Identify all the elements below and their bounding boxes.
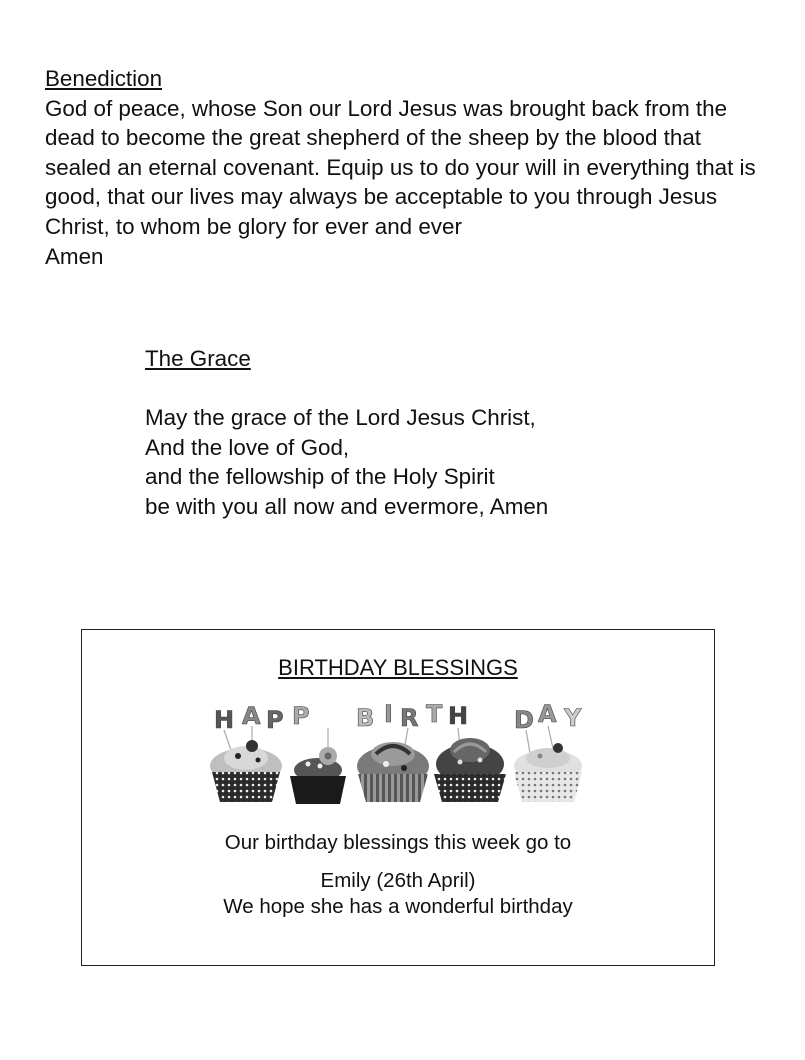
cupcake (434, 738, 506, 802)
cupcake (290, 747, 346, 804)
candle-letters (214, 700, 582, 734)
cupcake (357, 742, 429, 802)
candle-letter: T (426, 700, 443, 728)
candle-letter: H (214, 706, 235, 734)
benediction-heading: Benediction (45, 66, 163, 91)
candle-letter: A (538, 700, 557, 728)
birthday-message (82, 830, 714, 920)
happy-birthday-cupcakes-image (208, 698, 588, 808)
candle-letter: P (292, 702, 310, 730)
candle-letter: A (242, 702, 261, 730)
birthday-blessings-box (81, 629, 715, 966)
candle-letter: Y (564, 704, 582, 732)
grace-line: May the grace of the Lord Jesus Christ, (145, 405, 536, 431)
benediction-text: God of peace, whose Son our Lord Jesus was brought back from the dead to become the great shepherd of the sheep by the blood that sealed an eternal covenant. Equip us to do your will in everything that is good, that our lives may always be acceptable to you through Jesus Christ, to whom be glory for ever and ever (45, 95, 756, 239)
grace-line: and the fellowship of the Holy Spirit (145, 464, 495, 490)
cupcake (514, 743, 582, 802)
birthday-name-line: Emily (26th April) (320, 869, 476, 892)
candle-letter: B (356, 704, 375, 732)
birthday-title: BIRTHDAY BLESSINGS (278, 655, 518, 680)
grace-line: And the love of God, (145, 434, 350, 460)
candle-letter: R (400, 704, 419, 732)
candle-letter: I (384, 700, 393, 728)
grace-line: be with you all now and evermore, Amen (145, 493, 549, 519)
benediction-amen: Amen (45, 243, 104, 269)
candle-letter: D (514, 706, 534, 734)
cupcake (210, 740, 282, 802)
birthday-intro: Our birthday blessings this week go to (224, 831, 572, 854)
grace-text (145, 403, 705, 521)
grace-heading: The Grace (145, 346, 251, 371)
candle-letter: H (448, 702, 469, 730)
birthday-wish-line: We hope she has a wonderful birthday (223, 895, 573, 918)
grace-section (145, 344, 705, 522)
candle-letter: P (266, 706, 284, 734)
benediction-section (45, 64, 765, 271)
